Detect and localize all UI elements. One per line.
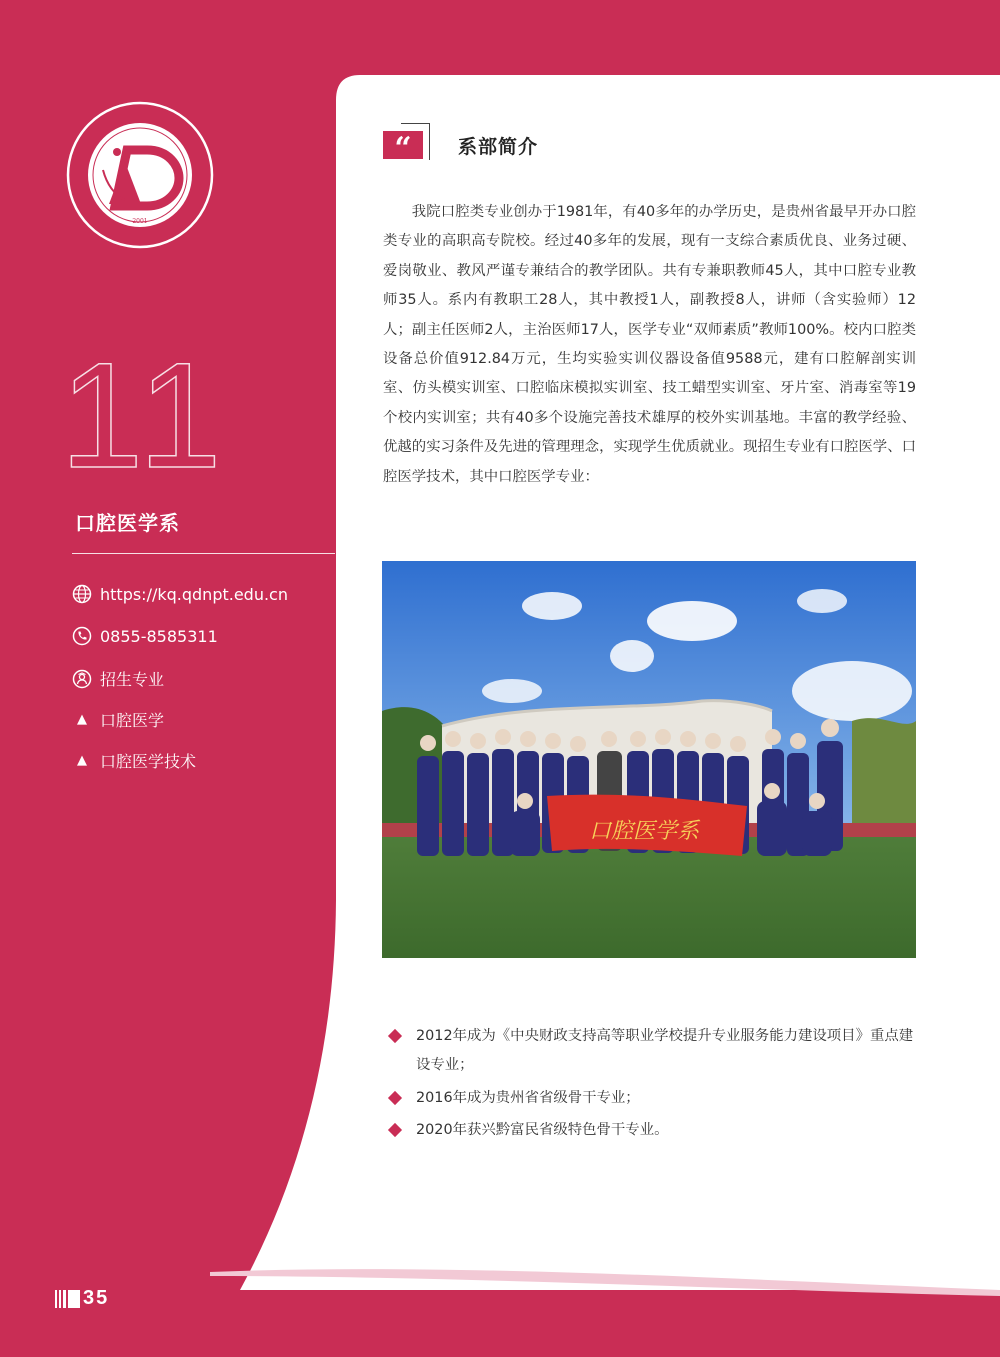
phone-number: 0855-8585311 (100, 626, 218, 646)
student-icon (72, 669, 92, 689)
diamond-bullet-icon (388, 1123, 402, 1137)
diamond-bullet-icon (388, 1029, 402, 1043)
globe-icon (72, 584, 92, 604)
section-title: 系部简介 (458, 135, 539, 158)
college-logo (65, 100, 215, 250)
list-item: 2016年成为贵州省省级骨干专业； (388, 1084, 918, 1113)
website-row[interactable] (72, 584, 288, 604)
intro-paragraph: 我院口腔类专业创办于1981年，有40多年的办学历史，是贵州省最早开办口腔类专业的高职高专院校。经过40多年的发展，现有一支综合素质优良、业务过硬、爱岗敬业、教风严谨专兼结合的教学团队。共有专兼职教师45人，其中口腔专业教师35人。系内有教职工28人，其中教授1人，副教授8人，讲师（含实验师）12人；副主任医师2人，主治医师17人，医学专业“双师素质”教师100%。校内口腔类设备总价值912.84万元，生均实验实训仪器设备值9588元，建有口腔解剖实训室、仿头模实训室、口腔临床模拟实训室、技工蜡型实训室、牙片室、消毒室等19个校内实训室；共有40多个设施完善技术雄厚的校外实训基地。丰富的教学经验、优越的实习条件及先进的管理理念，实现学生优质就业。现招生专业有口腔医学、口腔医学技术，其中口腔医学专业： (383, 204, 916, 485)
majors-label: 招生专业 (100, 670, 165, 689)
section-header (383, 131, 539, 166)
bars-icon (55, 1290, 80, 1308)
section-number: 11 (60, 331, 228, 499)
list-item: 2012年成为《中央财政支持高等职业学校提升专业服务能力建设项目》重点建设专业； (388, 1022, 918, 1081)
logo-year: 2001 (132, 218, 148, 225)
page-number-text: 35 (83, 1287, 110, 1309)
diamond-bullet-icon (388, 1091, 402, 1105)
list-item: 2020年获兴黔富民省级特色骨干专业。 (388, 1116, 918, 1145)
triangle-bullet-icon: ▲ (77, 753, 87, 768)
page-number (55, 1287, 109, 1310)
department-title: 口腔医学系 (75, 511, 180, 535)
major-item (72, 749, 196, 772)
triangle-bullet-icon: ▲ (77, 712, 87, 727)
majors-header-row (72, 667, 164, 690)
sidebar-divider (72, 553, 335, 554)
achievement-list (388, 1022, 918, 1149)
website-link[interactable]: https://kq.qdnpt.edu.cn (100, 584, 288, 604)
phone-icon (72, 626, 92, 646)
group-photo (382, 561, 916, 958)
major-name: 口腔医学技术 (100, 752, 197, 771)
quote-mark-icon: “ (383, 131, 423, 159)
major-name: 口腔医学 (100, 711, 165, 730)
phone-row (72, 626, 218, 646)
banner-text: 口腔医学系 (588, 819, 700, 844)
major-item (72, 708, 164, 731)
